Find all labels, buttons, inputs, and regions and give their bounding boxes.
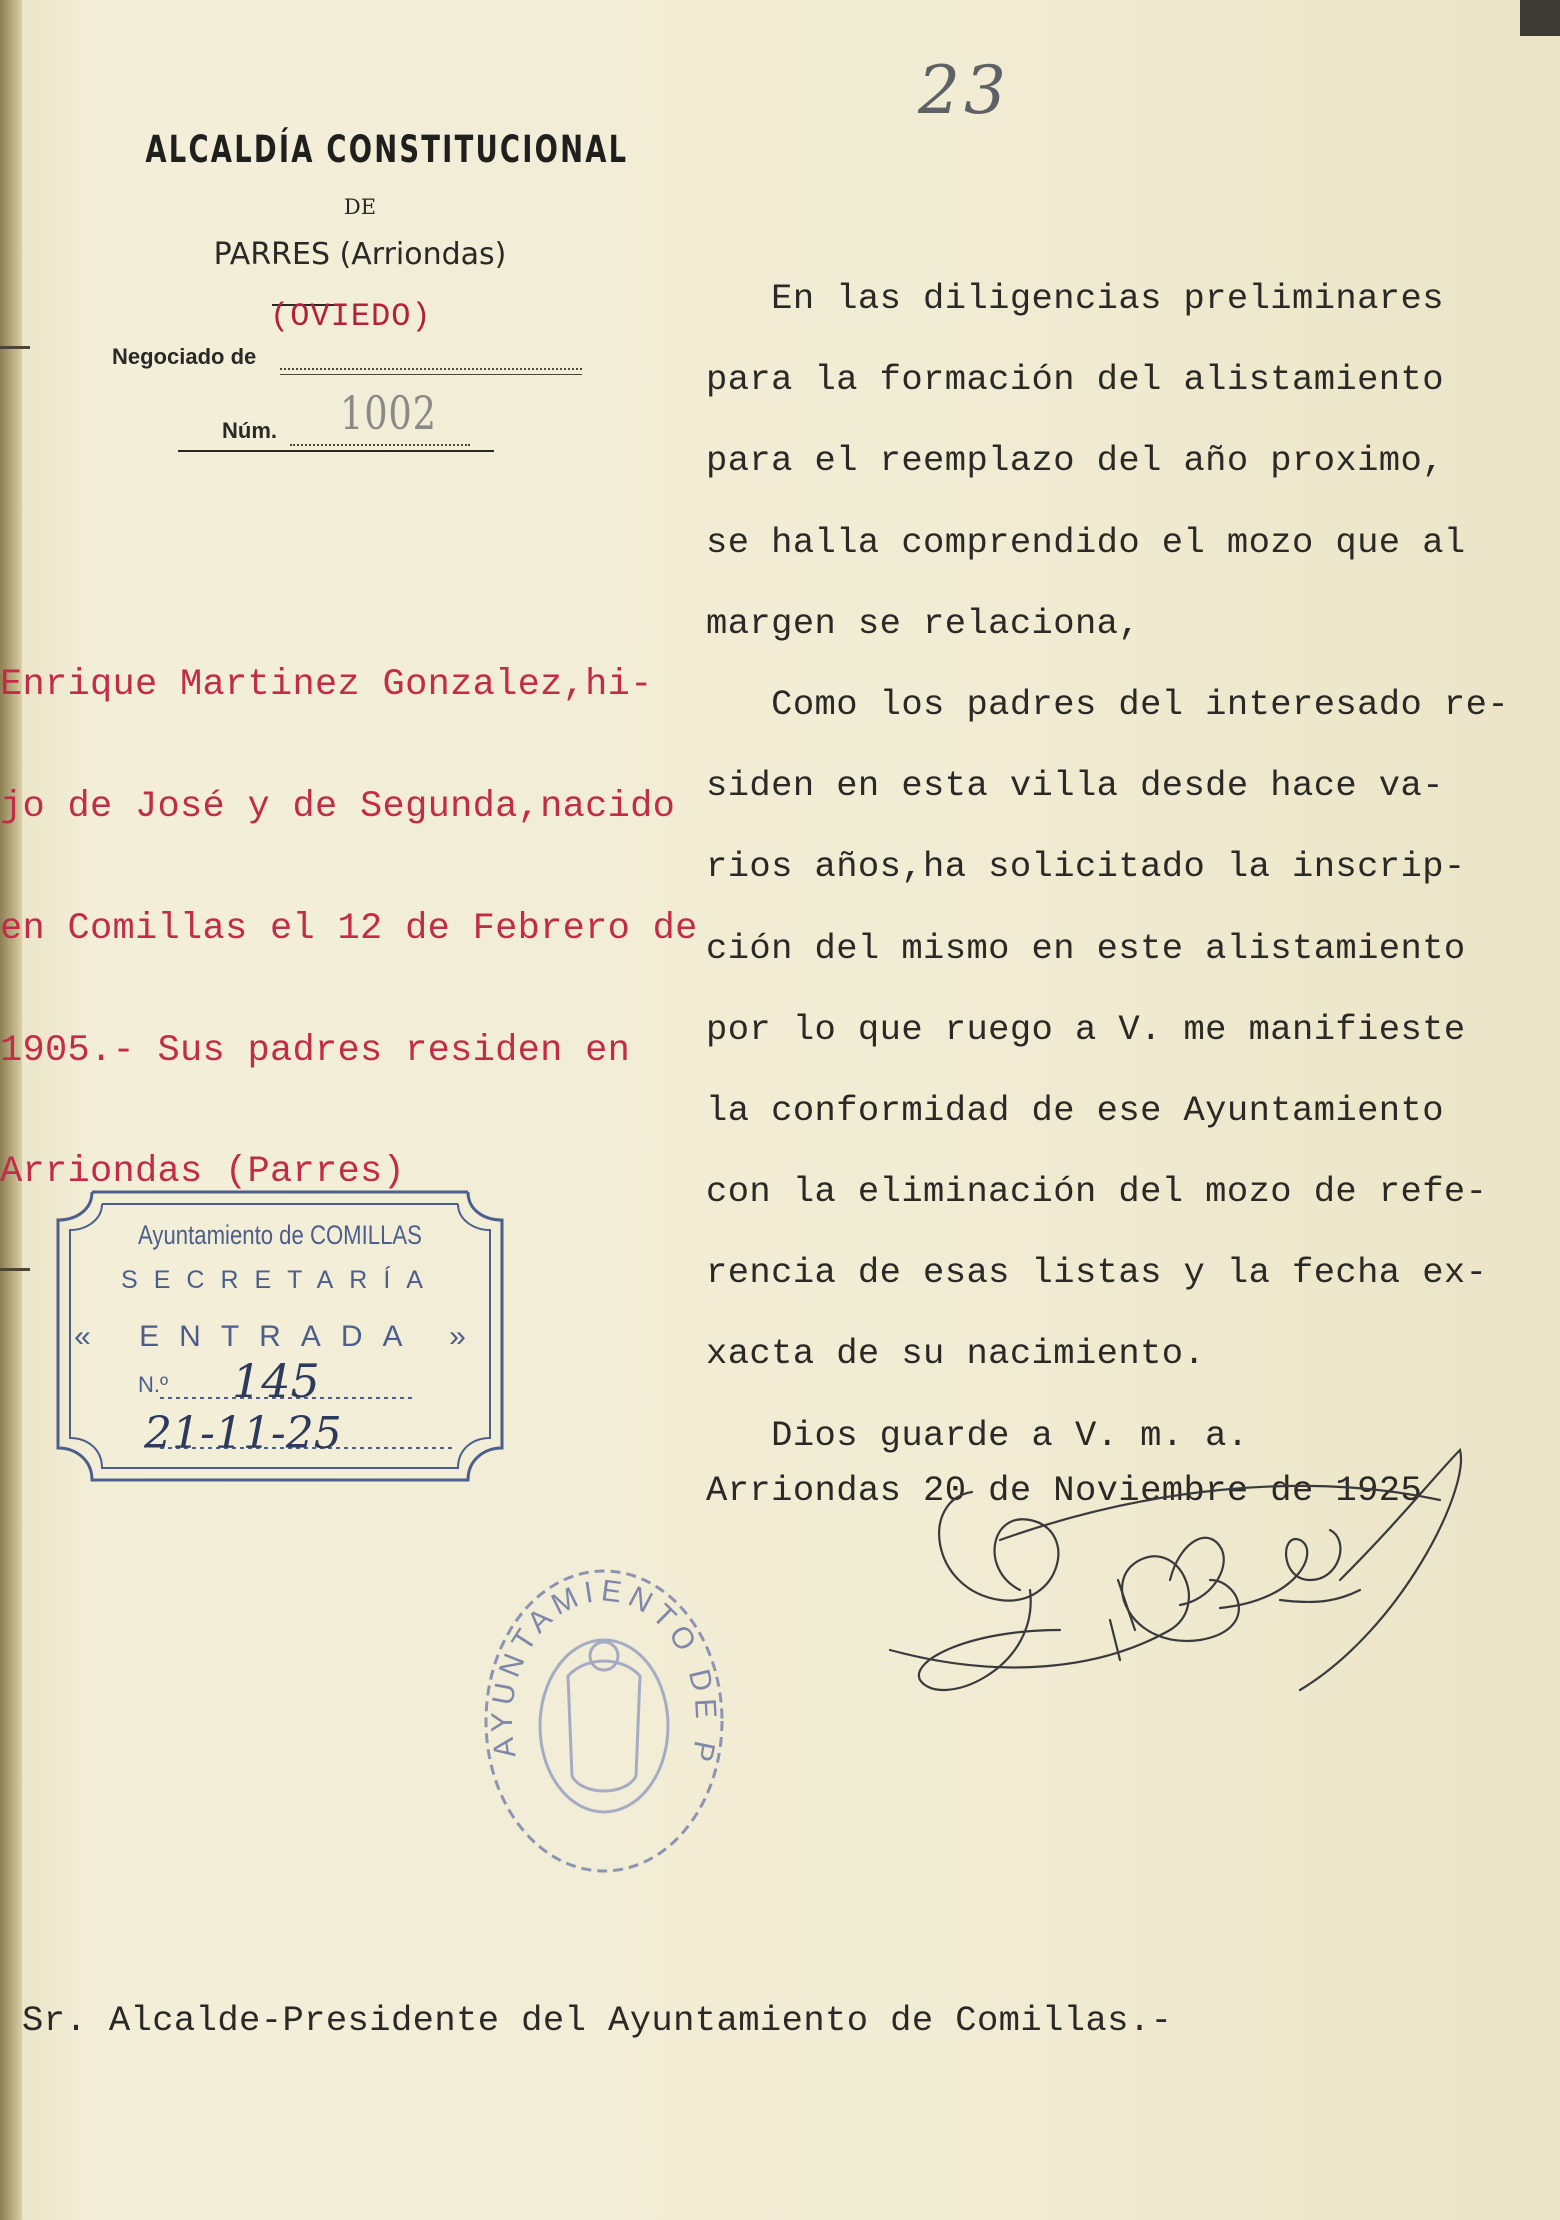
- letter-body: [706, 258, 1560, 1476]
- margin-note-line: jo de José y de Segunda,nacido: [0, 785, 676, 828]
- margin-note-line: 1905.- Sus padres residen en: [0, 1029, 631, 1072]
- stamp-town: Ayuntamiento de COMILLAS: [138, 1220, 422, 1250]
- margin-note-line: en Comillas el 12 de Febrero de: [0, 907, 698, 950]
- stamp-office: SECRETARÍA: [121, 1266, 439, 1294]
- body-line: xacta de su nacimiento.: [706, 1333, 1206, 1375]
- office-town: PARRES (Arriondas): [213, 237, 507, 272]
- negociado-dotted-line: [280, 368, 582, 370]
- office-province: (OVIEDO): [270, 298, 432, 335]
- stamp-number-label: N.º: [138, 1372, 169, 1397]
- handwritten-page-number: 23: [918, 52, 1010, 129]
- place-date-line: Arriondas 20 de Noviembre de 1925: [706, 1470, 1423, 1511]
- binding-mark: [0, 346, 30, 349]
- addressee: Sr. Alcalde-Presidente del Ayuntamiento de Comillas.-: [22, 2000, 1173, 2041]
- negociado-label: Negociado de: [112, 344, 257, 369]
- body-line: la conformidad de ese Ayuntamiento: [706, 1089, 1444, 1131]
- margin-note: [0, 584, 700, 1274]
- body-line: se halla comprendido el mozo que al: [706, 521, 1466, 563]
- seal-text: AYUNTAMIENTO DE P: [485, 1574, 723, 1769]
- letterhead: [70, 128, 650, 272]
- body-line: con la eliminación del mozo de refe-: [706, 1171, 1488, 1213]
- entry-stamp: [52, 1186, 508, 1486]
- stamp-number: 145: [232, 1354, 320, 1408]
- body-line: para el reemplazo del año proximo,: [706, 440, 1444, 482]
- negociado-rule: [280, 374, 582, 375]
- body-line: para la formación del alistamiento: [706, 359, 1444, 401]
- body-line: Dios guarde a V. m. a.: [706, 1414, 1249, 1456]
- body-line: siden en esta villa desde hace va-: [706, 765, 1444, 807]
- body-line: Como los padres del interesado re-: [706, 683, 1510, 725]
- margin-note-line: Enrique Martinez Gonzalez,hi-: [0, 664, 653, 707]
- municipal-seal: [476, 1556, 732, 1886]
- office-title: ALCALDÍA CONSTITUCIONAL: [145, 128, 629, 171]
- corner-mark: [1520, 0, 1560, 36]
- number-value: 1002: [340, 386, 437, 440]
- number-dotted-line: [290, 444, 470, 446]
- stamp-date: 21-11-25: [144, 1408, 342, 1459]
- body-line: ción del mismo en este alistamiento: [706, 927, 1466, 969]
- body-line: rencia de esas listas y la fecha ex-: [706, 1252, 1488, 1294]
- body-line: En las diligencias preliminares: [706, 278, 1444, 319]
- number-rule: [178, 450, 494, 452]
- number-label: Núm.: [222, 418, 277, 443]
- office-de: DE: [343, 195, 377, 219]
- stamp-entry: « ENTRADA »: [74, 1320, 486, 1353]
- body-line: margen se relaciona,: [706, 602, 1141, 644]
- municipal-seal-drawing: [476, 1556, 732, 1886]
- signature-drawing: [880, 1430, 1480, 1730]
- margin-note-line: Arriondas (Parres): [0, 1151, 406, 1194]
- handwritten-signature: [880, 1430, 1480, 1735]
- body-line: rios años,ha solicitado la inscrip-: [706, 846, 1466, 888]
- body-line: por lo que ruego a V. me manifieste: [706, 1008, 1466, 1050]
